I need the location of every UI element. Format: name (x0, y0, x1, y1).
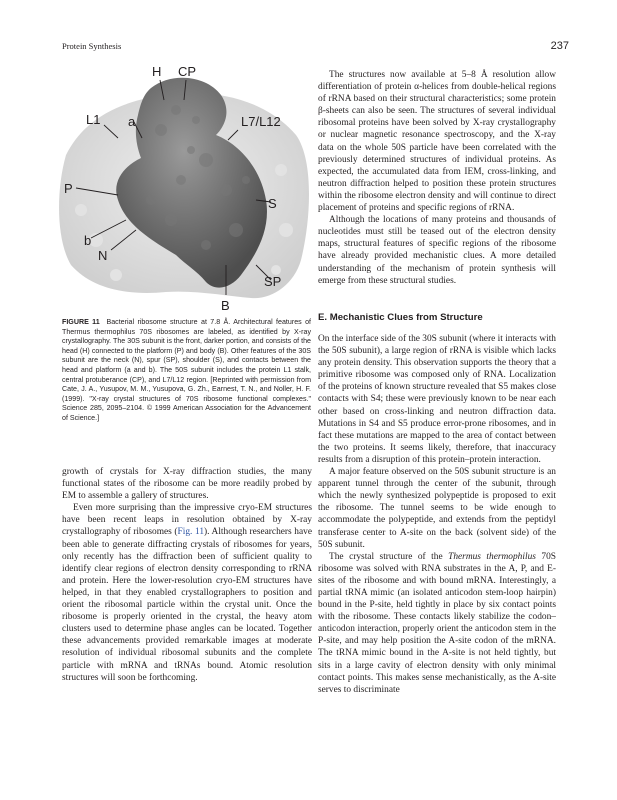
left-paragraph-1: growth of crystals for X-ray diffraction studies, the many functional states of the ribosome can be more readily probed by EM to assemble a gallery of structures. (62, 467, 312, 502)
caption-text: Bacterial ribosome structure at 7.8 Å. Architectural features of Thermus thermophilus 70S ribosomes are labeled, as identified by X-ray crystallography. The 30S subunit is the front, darker portion, and consists of the head (H) connected to the platform (P) and body (B). Other features of the 30S subunit are the neck (N), spur (SP), shoulder (S), and contacts between the head and platform (a and b). The 50S subunit includes the protein L1 stalk, central protuberance (CP), and L7/L12 region. [Reprinted with permission from Cate, J. A., Yusupov, M. M., Yusupova, G. Zh., Earnest, T. N., and Noller, H. F. (1999). "X-ray crystal structures of 70S ribosome functional complexes." Science 285, 2095–2104. © 1999 American Association for the Advancement of Science.] (62, 318, 311, 422)
section-heading: E. Mechanistic Clues from Structure (318, 312, 483, 323)
label-n: N (98, 248, 108, 263)
figure-11-link[interactable]: Fig. 11 (177, 527, 205, 538)
figure-caption (62, 318, 311, 424)
label-p: P (64, 181, 73, 196)
species-name: Thermus thermophilus (448, 551, 536, 562)
label-s: S (268, 196, 277, 211)
right-column-top (318, 69, 556, 287)
ribosome-figure (56, 60, 316, 315)
right-paragraph-5-start: The crystal structure of the (329, 551, 449, 562)
left-paragraph-2-end: ). Although researchers have been able to generate diffracting crystals of ribosomes for years, only recently has the diffraction been of sufficient quality to identify clear regions of electron density corresponding to rRNA and protein. Here the lower-resolution cryo-EM structures have helped, in that they enabled crystallographers to position and orient the ribosomal particle within the crystal unit. Once the ribosome is properly oriented in the crystal, the heavy atom clusters used to determine phase angles can be located. Together these advancements provided remarkable images at moderate resolution of individual ribosomal subunits and the complete particle with mRNA and tRNAs bound. Atomic resolution structures will soon be forthcoming. (62, 527, 312, 683)
right-paragraph-3: On the interface side of the 30S subunit (where it interacts with the 50S subunit), a large region of rRNA is visible which lacks any protein density. This observation supports the theory that a primitive ribosome was composed only of RNA. Localization of the proteins of known structure revealed that S5 makes close contacts with S4; these were previously known to be near each other based on cross-linking and neutron diffraction data. Mutations in S4 and S5 produce error-prone ribosomes, and in fact these mutations are mapped to the area of contact between the two proteins. It seems likely, therefore, that inaccuracy results from a disruption of this protein–protein interaction. (318, 334, 556, 465)
label-l1: L1 (86, 112, 101, 127)
label-a: a (128, 114, 136, 129)
label-h: H (152, 64, 162, 79)
right-paragraph-5 (318, 551, 556, 696)
page-number: 237 (550, 40, 569, 52)
ribosome-structure-image (56, 60, 316, 315)
right-paragraph-4: A major feature observed on the 50S subunit structure is an apparent tunnel through the center of the subunit, through which the newly synthesized polypeptide is proposed to exit the ribosome. The tunnel seems to be wide enough to accommodate the polypeptide, and extends from the peptidyl transferase center to A-site on the back (solvent side) of the 50S subunit. (318, 467, 556, 550)
label-l7l12: L7/L12 (241, 114, 281, 129)
label-cp: CP (178, 64, 197, 79)
running-title: Protein Synthesis (62, 41, 122, 51)
right-column-bottom (318, 333, 556, 696)
left-paragraph-2 (62, 502, 312, 683)
left-column (62, 466, 312, 684)
right-paragraph-5-end: 70S ribosome was solved with RNA substrates in the A, P, and E-sites of the ribosome and with bound mRNA. Interestingly, a partial tRNA mimic (an isolated anticodon stem-loop hairpin) bound in the P-site, held tightly in place by six contact points with the ribosome. These contacts likely stabilize the codon–anticodon interaction, properly orient the anticodon stem in the P-site, and may help position the A-site codon of the mRNA. The tRNA mimic bound in the A-site is not held tightly, but sits in a large cavity of electron density with only minimal contact points. This makes sense mechanistically, as the A-site serves to discriminate (318, 551, 556, 695)
caption-label: FIGURE 11 (62, 318, 100, 326)
right-paragraph-1: The structures now available at 5–8 Å resolution allow differentiation of protein α-helices from double-helical regions of rRNA based on their structural characteristics; some protein β-sheets can also be seen. The structures of several individual ribosomal proteins have been solved by X-ray crystallography or nuclear magnetic resonance spectroscopy, and the X-ray data on the whole 50S particle have been correlated with the previously determined structures of individual proteins. As expected, the accumulated data from IEM, cross-linking, and neutron diffraction helped to position these protein structures within the ribosome electron density and will continue to direct placement of proteins and specific regions of rRNA. (318, 70, 556, 214)
right-paragraph-2: Although the locations of many proteins and thousands of nucleotides must still be teased out of the electron density maps, structural features of specific regions of the ribosome have already provided mechanistic clues. A more detailed understanding of the mechanism of protein synthesis will emerge from these structural studies. (318, 215, 556, 286)
label-b-big: B (221, 298, 230, 313)
label-b-small: b (84, 233, 92, 248)
label-sp: SP (264, 274, 282, 289)
left-paragraph-2-start: Even more surprising than the impressive cryo-EM structures have been recent leaps in resolution obtained by X-ray crystallography of ribosomes ( (62, 503, 312, 538)
